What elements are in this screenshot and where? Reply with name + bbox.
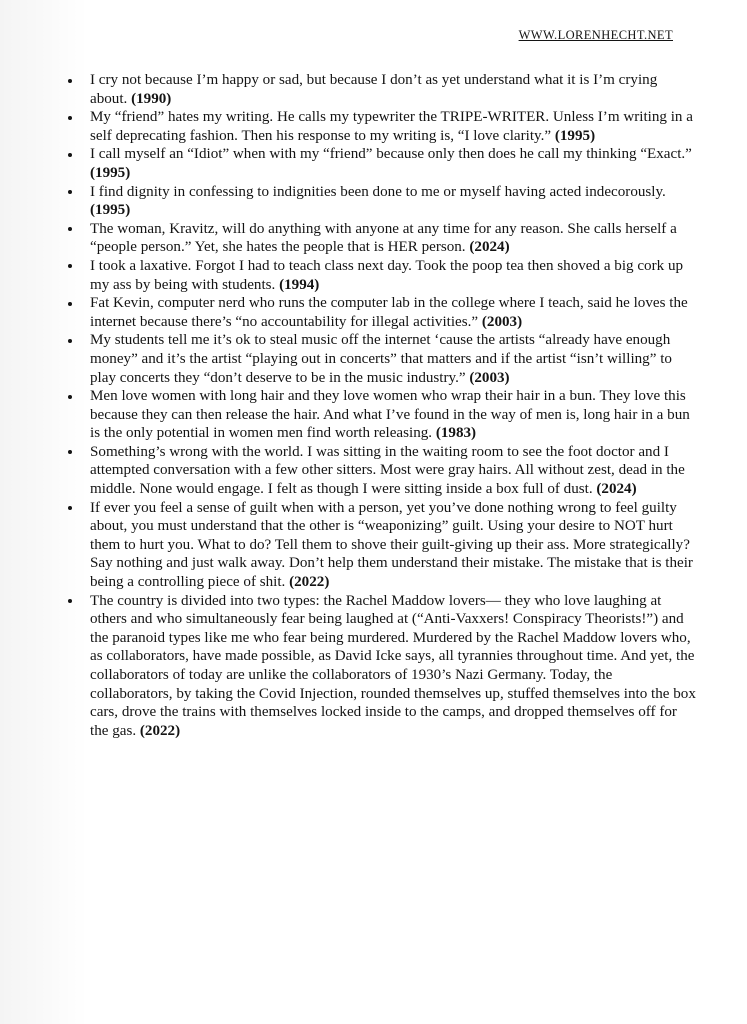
quote-text: I cry not because I’m happy or sad, but because I don’t as yet understand what it is I’m crying about.: [90, 72, 658, 107]
quote-text: I call myself an “Idiot” when with my “friend” because only then does he call my thinking “Exact.”: [90, 146, 692, 163]
quote-year: (2024): [469, 239, 510, 256]
quote-item: [90, 257, 696, 294]
quote-text: My students tell me it’s ok to steal music off the internet ‘cause the artists “already have enough money” and it’s the artist “playing out in concerts” that matters and if the artist “isn’t willing” to play concerts they “don’t deserve to be in the music industry.”: [90, 332, 672, 386]
quote-year: (2024): [596, 481, 637, 498]
page-edge-shadow: [0, 0, 88, 1024]
quote-year: (1995): [554, 127, 596, 144]
quote-item: [90, 71, 696, 108]
quote-list: [90, 71, 696, 740]
quote-item: [90, 145, 696, 182]
quote-text: The woman, Kravitz, will do anything with anyone at any time for any reason. She calls herself a “people person.” Yet, she hates the people that is HER person.: [90, 220, 677, 256]
quote-item: [90, 183, 696, 220]
quote-text: Men love women with long hair and they love women who wrap their hair in a bun. They love this because they can then release the hair. And what I’ve found in the way of men is, long hair in a bun is the only potential in women men find worth releasing.: [90, 388, 690, 442]
quote-year: (1994): [279, 276, 320, 293]
quote-text: The country is divided into two types: the Rachel Maddow lovers— they who love laughing at others and who simultaneously fear being laughed at (“Anti-Vaxxers! Conspiracy Theorists!”) and the paranoid types like me who fear being murdered. Murdered by the Rachel Maddow lovers who, as collaborators, have made possible, as David Icke says, all tyrannies throughout time. And yet, the collaborators of today are unlike the collaborators of 1930’s Nazi Germany. Today, the collaborators, by taking the Covid Injection, rounded themselves up, stuffed themselves into the box cars, drove the trains with themselves locked inside to the camps, and dropped themselves off for the gas.: [90, 592, 696, 739]
page-header: [0, 26, 673, 44]
quote-text: My “friend” hates my writing. He calls my typewriter the TRIPE-WRITER. Unless I’m writing in a self deprecating fashion. Then his response to my writing is, “I love clarity.”: [90, 109, 693, 144]
quote-year: (1995): [90, 202, 131, 219]
quote-year: (2022): [289, 574, 330, 591]
quote-item: [90, 592, 696, 741]
quote-text: I took a laxative. Forgot I had to teach class next day. Took the poop tea then shoved a big cork up my ass by being with students.: [90, 257, 684, 293]
site-link[interactable]: WWW.LORENHECHT.NET: [518, 28, 673, 42]
quote-year: (2003): [481, 313, 523, 330]
quote-year: (1990): [131, 90, 172, 107]
quote-text: I find dignity in confessing to indignities been done to me or myself having acted indecorously.: [90, 183, 666, 200]
quote-text: Fat Kevin, computer nerd who runs the computer lab in the college where I teach, said he loves the internet because there’s “no accountability for illegal activities.”: [90, 295, 688, 330]
quote-item: [90, 499, 696, 592]
quote-text: If ever you feel a sense of guilt when with a person, yet you’ve done nothing wrong to feel guilty about, you must understand that the other is “weaponizing” guilt. Using your desire to NOT hurt them to hurt you. What to do? Tell them to shove their guilt-giving up their ass. More strategically? Say nothing and just walk away. Don’t help them understand their mistake. The mistake that is their being a controlling piece of shit.: [90, 499, 693, 591]
quote-item: [90, 108, 696, 145]
quote-year: (2022): [139, 722, 181, 739]
quote-item: [90, 443, 696, 499]
quote-text: Something’s wrong with the world. I was sitting in the waiting room to see the foot doctor and I attempted conversation with a few other sitters. Most were gray hairs. All without zest, dead in the middle. None would engage. I felt as though I were sitting inside a box full of dust.: [90, 443, 685, 498]
quote-year: (1995): [90, 164, 131, 181]
quote-item: [90, 220, 696, 257]
quote-item: [90, 331, 696, 387]
quote-year: (1983): [435, 425, 477, 442]
quote-item: [90, 294, 696, 331]
quote-year: (2003): [469, 369, 510, 386]
quote-item: [90, 387, 696, 443]
